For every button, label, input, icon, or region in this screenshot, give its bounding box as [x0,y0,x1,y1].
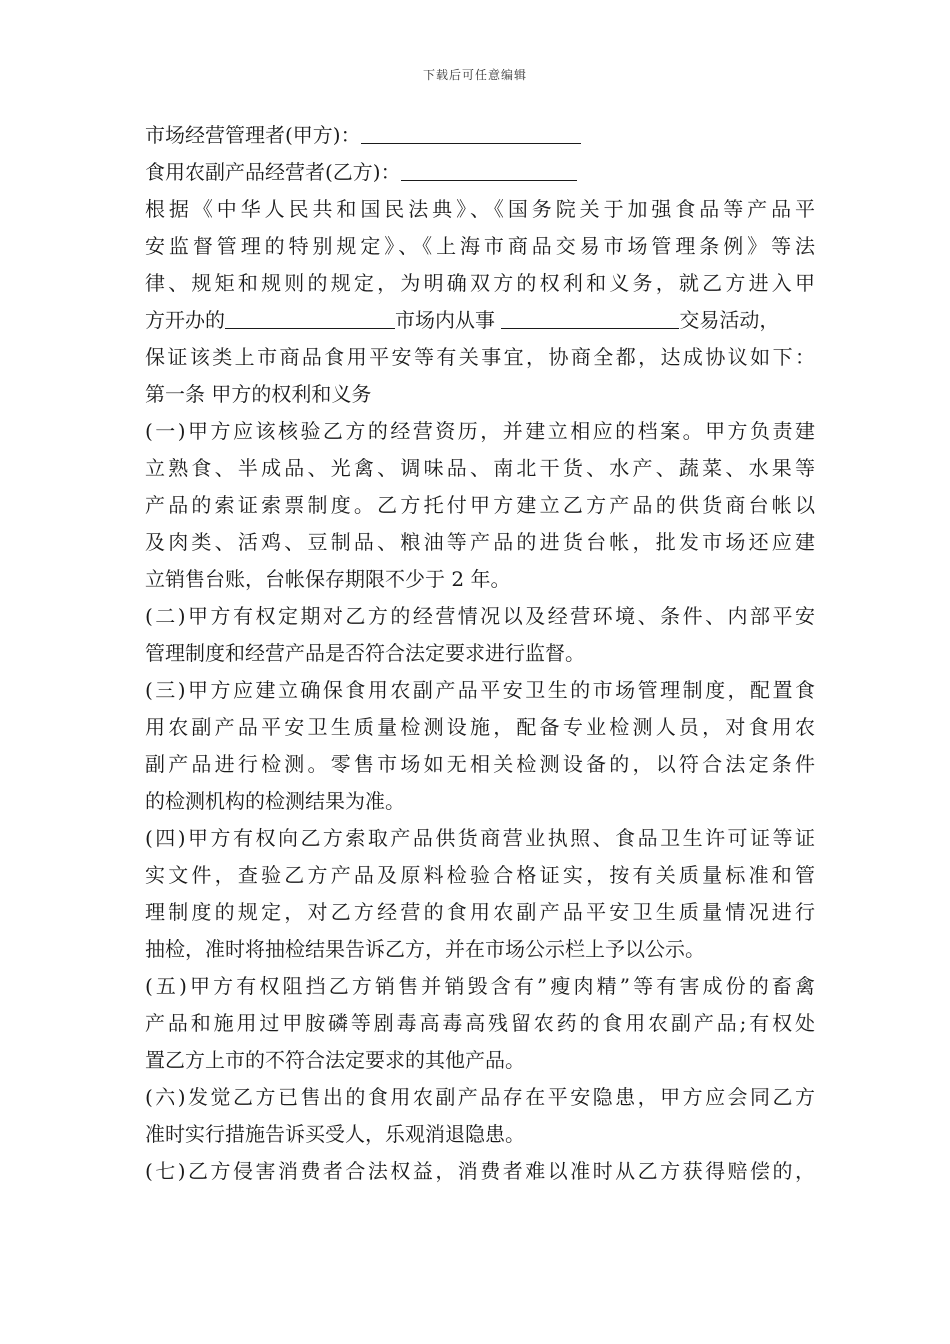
clause-line: (四)甲方有权向乙方索取产品供货商营业执照、食品卫生许可证等证 [145,826,815,850]
clause-line: 实文件，查验乙方产品及原料检验合格证实，按有关质量标准和管 [145,863,815,887]
clause-line: 用农副产品平安卫生质量检测设施，配备专业检测人员，对食用农 [145,715,815,739]
clause-line: 产品的索证索票制度。乙方托付甲方建立乙方产品的供货商台帐以 [145,493,815,517]
clause-line: 产品和施用过甲胺磷等剧毒高毒高残留农药的食用农副产品;有权处 [145,1011,815,1035]
party-b-blank [401,160,577,181]
article-heading: 第一条 甲方的权利和义务 [145,382,372,406]
clause-line: 准时实行措施告诉买受人，乐观消退隐患。 [145,1122,525,1146]
party-b-line [145,154,815,191]
preamble-text: 方开办的 [145,308,225,332]
clause-line: 抽检，准时将抽检结果告诉乙方，并在市场公示栏上予以公示。 [145,937,705,961]
party-a-blank [361,123,581,144]
clause-line: 立销售台账，台帐保存期限不少于 2 年。 [145,567,511,591]
document-body [145,117,815,1190]
clause-line: 管理制度和经营产品是否符合法定要求进行监督。 [145,641,585,665]
clause-line: 副产品进行检测。零售市场如无相关检测设备的，以符合法定条件 [145,752,815,776]
preamble-line-blanks [145,302,815,339]
page-header: 下载后可任意编辑 [422,68,527,82]
clause-line: (二)甲方有权定期对乙方的经营情况以及经营环境、条件、内部平安 [145,604,815,628]
party-a-label: 市场经营管理者(甲方)： [145,123,361,147]
clause-line: (六)发觉乙方已售出的食用农副产品存在平安隐患，甲方应会同乙方 [145,1085,815,1109]
party-a-line [145,117,815,154]
clause-line: 置乙方上市的不符合法定要求的其他产品。 [145,1048,525,1072]
clause-line: 及肉类、活鸡、豆制品、粮油等产品的进货台帐，批发市场还应建 [145,530,815,554]
clause-line: 立熟食、半成品、光禽、调味品、南北干货、水产、蔬菜、水果等 [145,456,815,480]
preamble-text: 交易活动， [679,308,780,332]
clause-line: (一)甲方应该核验乙方的经营资历，并建立相应的档案。甲方负责建 [145,419,815,443]
clause-line: 理制度的规定，对乙方经营的食用农副产品平安卫生质量情况进行 [145,900,815,924]
preamble-line: 律、规矩和规则的规定，为明确双方的权利和义务，就乙方进入甲 [145,271,815,295]
party-b-label: 食用农副产品经营者(乙方)： [145,160,401,184]
clause-line: (七)乙方侵害消费者合法权益，消费者难以准时从乙方获得赔偿的， [145,1159,815,1183]
preamble-text: 市场内从事 [395,308,502,332]
preamble-line: 安监督管理的特别规定》、《上海市商品交易市场管理条例》等法 [145,234,815,258]
clause-line: 的检测机构的检测结果为准。 [145,789,405,813]
market-name-blank [225,308,395,329]
trade-type-blank [501,308,679,329]
preamble-line: 保证该类上市商品食用平安等有关事宜，协商全都，达成协议如下： [145,345,815,369]
clause-line: (五)甲方有权阻挡乙方销售并销毁含有”瘦肉精”等有害成份的畜禽 [145,974,815,998]
clause-line: (三)甲方应建立确保食用农副产品平安卫生的市场管理制度，配置食 [145,678,815,702]
preamble-line: 根据《中华人民共和国民法典》、《国务院关于加强食品等产品平 [145,197,815,221]
